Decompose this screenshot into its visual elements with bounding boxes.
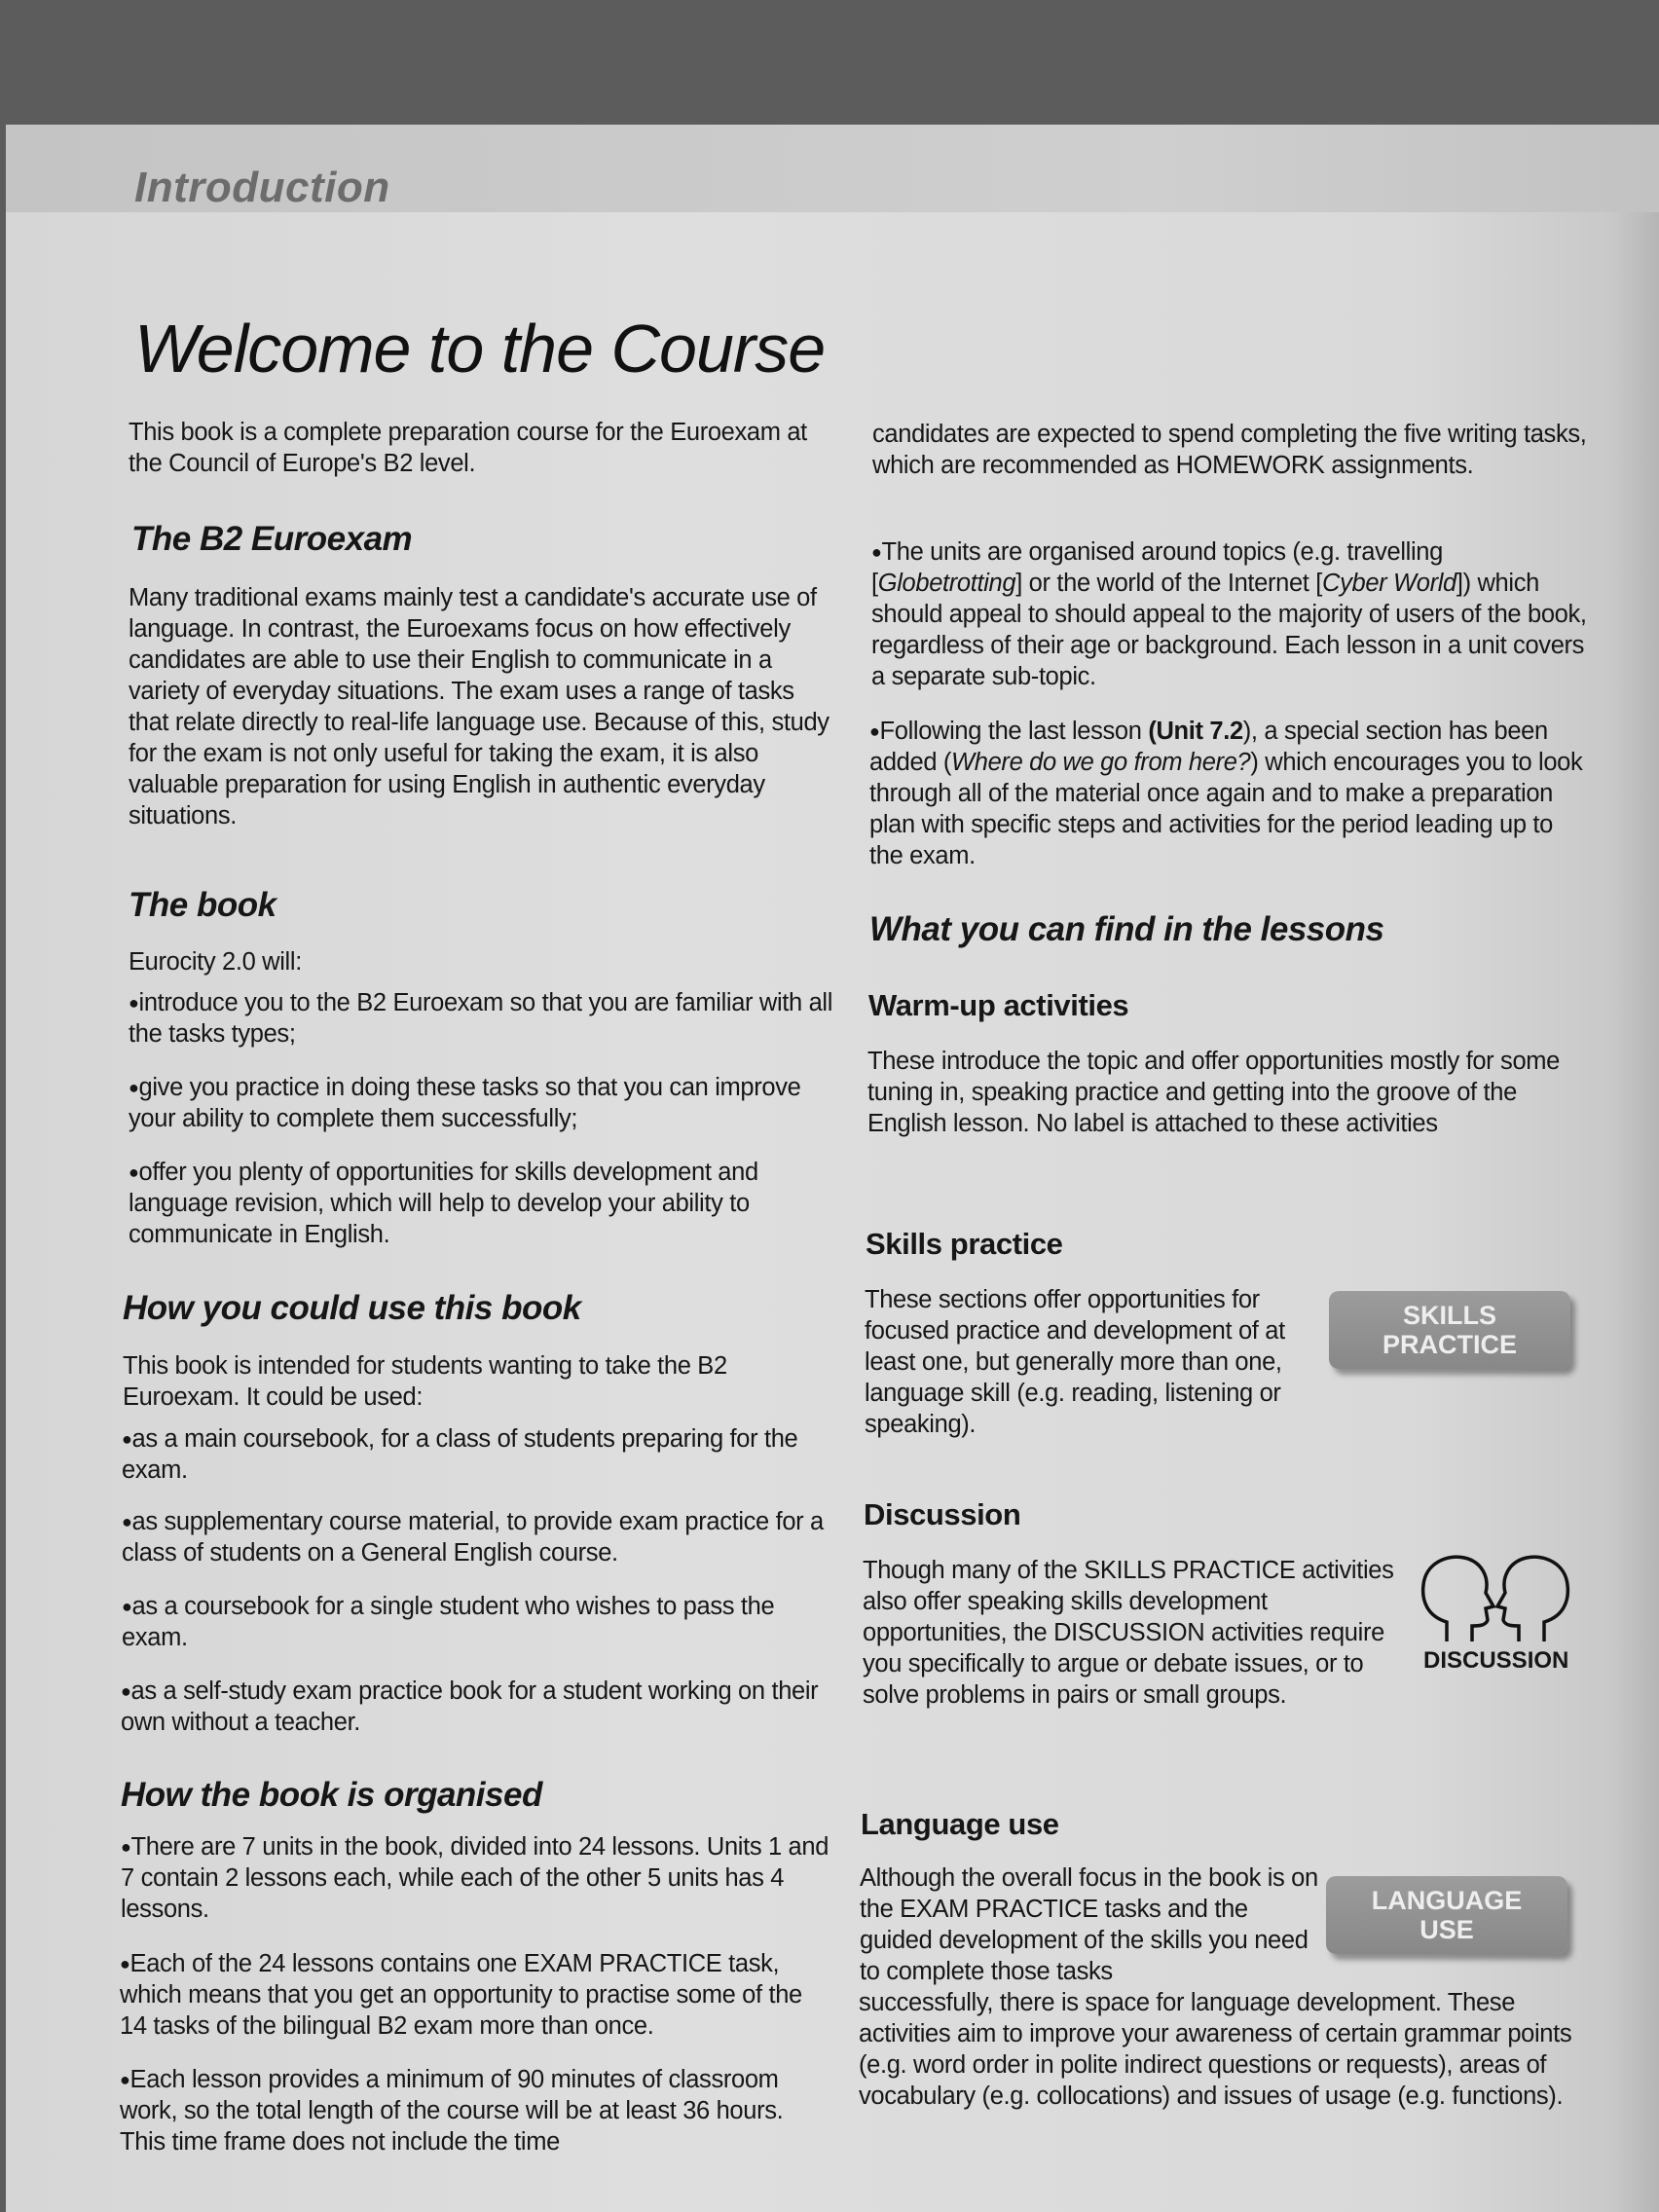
list-item: ● Each lesson provides a minimum of 90 minutes of classroom work, so the total length of the course will be at least 36 hours. This time frame does not include the time	[120, 2064, 829, 2157]
list-item: ● as a self-study exam practice book for a student working on their own without a teacher.	[121, 1676, 830, 1738]
text: Cyber World	[1322, 570, 1456, 597]
list-item: ● introduce you to the B2 Euroexam so that you are familiar with all the tasks types;	[129, 987, 837, 1050]
list-item: ● offer you plenty of opportunities for skills development and language revision, which will help to develop your ability to communicate in English.	[129, 1157, 837, 1250]
text: Following the last lesson	[879, 718, 1149, 745]
language-paragraph-2: successfully, there is space for language development. These activities aim to improve your awareness of certain grammar points (e.g. word order in polite indirect questions or requests), areas of vocabulary (e.g. collocations) and issues of usage (e.g. functions).	[859, 1989, 1572, 2110]
list-item: ● There are 7 units in the book, divided into 24 lessons. Units 1 and 7 contain 2 lessons each, while each of the other 5 units has 4 lessons.	[121, 1831, 830, 1925]
text: The units are organised around topics (e.g. travelling [	[871, 538, 1443, 597]
skills-paragraph: These sections offer opportunities for focused practice and development of at least one, but generally more than one, language skill (e.g. reading, listening or speaking).	[865, 1286, 1285, 1438]
continued-paragraph: candidates are expected to spend completing the five writing tasks, which are recommended as HOMEWORK assignments.	[872, 421, 1587, 479]
heading-the-book: The book	[129, 886, 276, 924]
list-item: ● as supplementary course material, to provide exam practice for a class of students on a General English course.	[122, 1506, 830, 1568]
heading-language-use: Language use	[861, 1807, 1059, 1841]
use-lead: This book is intended for students wanting to take the B2 Euroexam. It could be used:	[123, 1352, 727, 1411]
text: (Unit 7.2	[1148, 718, 1243, 745]
b2-paragraph: Many traditional exams mainly test a candidate's accurate use of language. In contrast, the Euroexams focus on how effectively candidates are able to use their English to communicate in a variety of everyday situations. The exam uses a range of tasks that relate directly to real-life language use. Because of this, study for the exam is not only useful for taking the exam, it is also valuable preparation for using English in authentic everyday situations.	[129, 584, 830, 830]
heading-discussion: Discussion	[864, 1497, 1021, 1531]
list-item: ● as a main coursebook, for a class of students preparing for the exam.	[122, 1423, 830, 1486]
text: ]) which should appeal to should appeal to the majority of users of the book, regardless of their age or background. Each lesson in a unit covers a separate sub-topic.	[871, 570, 1587, 690]
list-item	[871, 536, 1587, 692]
intro-paragraph: This book is a complete preparation course for the Euroexam at the Council of Europe's B2 level.	[129, 419, 807, 477]
badge-line: USE	[1419, 1915, 1474, 1944]
list-item: ● as a coursebook for a single student who wishes to pass the exam.	[122, 1591, 830, 1653]
language-paragraph-1: Although the overall focus in the book is on the EXAM PRACTICE tasks and the guided development of the skills you need to complete those tasks	[860, 1864, 1318, 1985]
discussion-label: DISCUSSION	[1423, 1647, 1569, 1674]
text: Globetrotting	[877, 570, 1016, 597]
text: ] or the world of the Internet [	[1015, 570, 1323, 597]
discussion-heads-icon	[1418, 1552, 1573, 1649]
heading-warm-up: Warm-up activities	[868, 988, 1129, 1022]
badge-line: PRACTICE	[1382, 1330, 1517, 1359]
section-header: Introduction	[134, 164, 390, 211]
heading-skills: Skills practice	[866, 1227, 1063, 1261]
list-item: ● Each of the 24 lessons contains one EXAM PRACTICE task, which means that you get an opportunity to practise some of the 14 tasks of the bilingual B2 exam more than once.	[120, 1948, 829, 2042]
badge-line: LANGUAGE	[1371, 1886, 1523, 1915]
heading-how-use: How you could use this book	[123, 1289, 581, 1327]
discussion-paragraph: Though many of the SKILLS PRACTICE activities also offer speaking skills development opportunities, the DISCUSSION activities require you specifically to argue or debate issues, or to solve problems in pairs or small groups.	[863, 1557, 1394, 1709]
heading-organised: How the book is organised	[121, 1776, 542, 1814]
heading-find-lessons: What you can find in the lessons	[869, 910, 1384, 948]
text: Where do we go from here?	[951, 749, 1251, 776]
list-item: ● give you practice in doing these tasks so that you can improve your ability to complete them successfully;	[129, 1072, 837, 1134]
heading-b2-euroexam: The B2 Euroexam	[131, 520, 413, 558]
badge-line: SKILLS	[1402, 1301, 1496, 1330]
list-item	[869, 716, 1585, 871]
page-title: Welcome to the Course	[134, 311, 826, 387]
warm-paragraph: These introduce the topic and offer opportunities mostly for some tuning in, speaking practice and getting into the groove of the English lesson. No label is attached to these activities	[867, 1048, 1561, 1137]
text: ), a special section has been added (	[869, 718, 1548, 776]
language-use-badge	[1326, 1876, 1567, 1954]
skills-practice-badge	[1329, 1291, 1570, 1369]
book-lead: Eurocity 2.0 will:	[129, 948, 302, 976]
text: ) which encourages you to look through all of the material once again and to make a preparation plan with specific steps and activities for the period leading up to the exam.	[869, 749, 1583, 869]
